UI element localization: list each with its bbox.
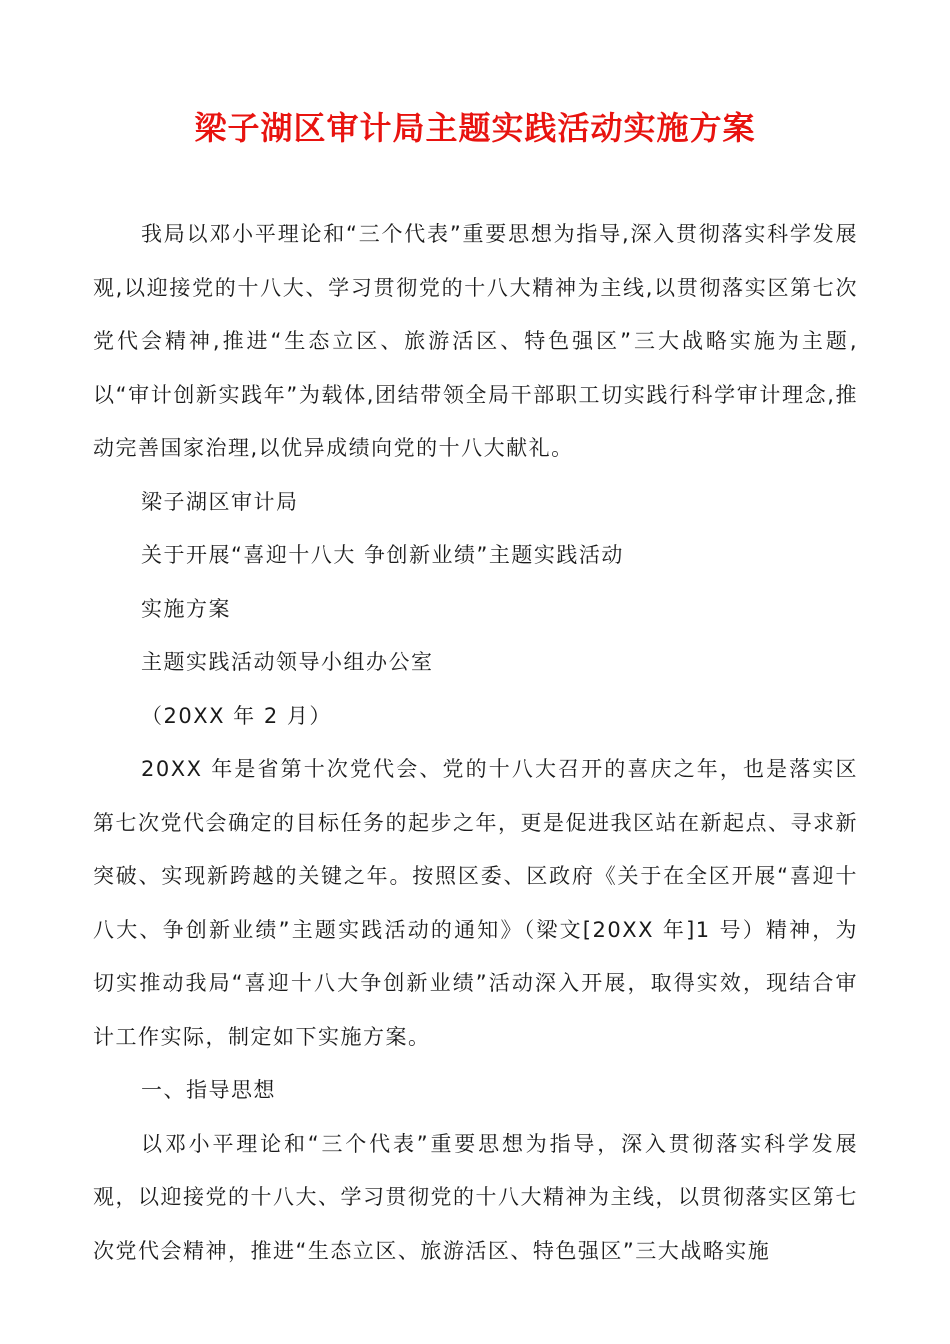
paragraph-office: 主题实践活动领导小组办公室 <box>141 650 434 674</box>
section-heading-guiding-thought: 一、指导思想 <box>141 1078 276 1102</box>
document-body <box>93 208 858 1278</box>
document-title: 梁子湖区审计局主题实践活动实施方案 <box>194 109 756 147</box>
paragraph-intro: 我局以邓小平理论和“三个代表”重要思想为指导,深入贯彻落实科学发展观,以迎接党的十八大、学习贯彻党的十八大精神为主线,以贯彻落实区第七次党代会精神,推进“生态立区、旅游活区、特色强区”三大战略实施为主题,以“审计创新实践年”为载体,团结带领全局干部职工切实践行科学审计理念,推动完善国家治理,以优异成绩向党的十八大献礼。 <box>93 222 858 460</box>
paragraph-background: 20XX 年是省第十次党代会、党的十八大召开的喜庆之年，也是落实区第七次党代会确定的目标任务的起步之年，更是促进我区站在新起点、寻求新突破、实现新跨越的关键之年。按照区委、区政府《关于在全区开展“喜迎十八大、争创新业绩”主题实践活动的通知》（梁文[20XX 年]1 号）精神，为切实推动我局“喜迎十八大争创新业绩”活动深入开展，取得实效，现结合审计工作实际，制定如下实施方案。 <box>93 757 858 1049</box>
paragraph-issuer: 梁子湖区审计局 <box>141 489 299 514</box>
paragraph-subject: 关于开展“喜迎十八大 争创新业绩”主题实践活动 <box>141 543 624 567</box>
paragraph-date: （20XX 年 2 月） <box>141 703 332 728</box>
paragraph-guiding-thought: 以邓小平理论和“三个代表”重要思想为指导，深入贯彻落实科学发展观，以迎接党的十八大、学习贯彻党的十八大精神为主线，以贯彻落实区第七次党代会精神，推进“生态立区、旅游活区、特色强区”三大战略实施 <box>93 1131 858 1263</box>
paragraph-plan-label: 实施方案 <box>141 596 231 621</box>
